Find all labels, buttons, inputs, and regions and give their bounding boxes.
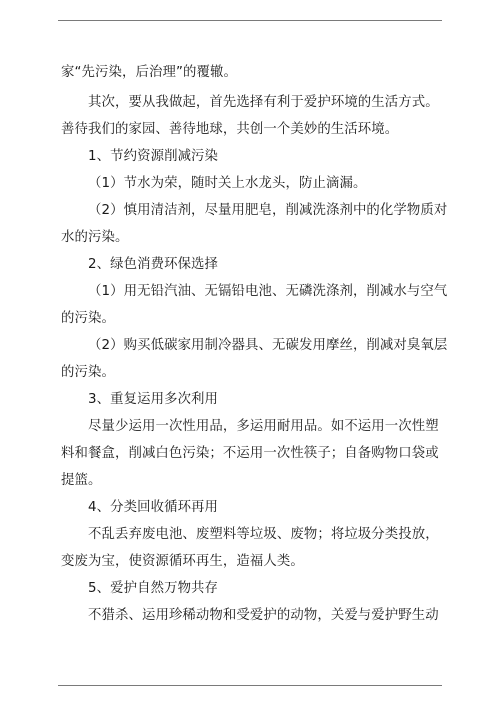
text-line: （2）购买低碳家用制冷器具、无碳发用摩丝，削减对臭氧层 <box>88 338 448 353</box>
text-line: （2）慎用清洁剂，尽量用肥皂，削减洗涤剂中的化学物质对 <box>88 203 448 218</box>
text-line: 尽量少运用一次性用品，多运用耐用品。如不运用一次性塑 <box>88 419 439 434</box>
text-line: 水的污染。 <box>61 230 129 245</box>
section-heading: 3、重复运用多次利用 <box>88 392 219 407</box>
text-line: 家“先污染，后治理”的覆辙。 <box>61 65 237 80</box>
section-heading: 2、绿色消费环保选择 <box>88 257 219 272</box>
text-line: 善待我们的家园、善待地球，共创一个美妙的生活环境。 <box>61 122 399 137</box>
text-line: 其次，要从我做起，首先选择有利于爱护环境的生活方式。 <box>88 95 439 110</box>
section-heading: 1、节约资源削减污染 <box>88 149 219 164</box>
text-line: 不猎杀、运用珍稀动物和受爱护的动物，关爱与爱护野生动 <box>88 608 439 623</box>
header-rule <box>58 20 442 21</box>
text-line: 变废为宝，使资源循环再生，造福人类。 <box>61 554 304 569</box>
text-line: （1）节水为荣，随时关上水龙头，防止滴漏。 <box>88 176 367 191</box>
footer-rule <box>58 685 442 686</box>
text-line: 料和餐盒，削减白色污染；不运用一次性筷子；自备购物口袋或 <box>61 446 439 461</box>
text-line: 的污染。 <box>61 311 115 326</box>
text-line: 提篮。 <box>61 473 102 488</box>
section-heading: 4、分类回收循环再用 <box>88 500 219 515</box>
text-line: 的污染。 <box>61 365 115 380</box>
text-line: （1）用无铅汽油、无镉铅电池、无磷洗涤剂，削减水与空气 <box>88 284 448 299</box>
section-heading: 5、爱护自然万物共存 <box>88 581 219 596</box>
text-line: 不乱丢弃废电池、废塑料等垃圾、废物；将垃圾分类投放， <box>88 527 439 542</box>
